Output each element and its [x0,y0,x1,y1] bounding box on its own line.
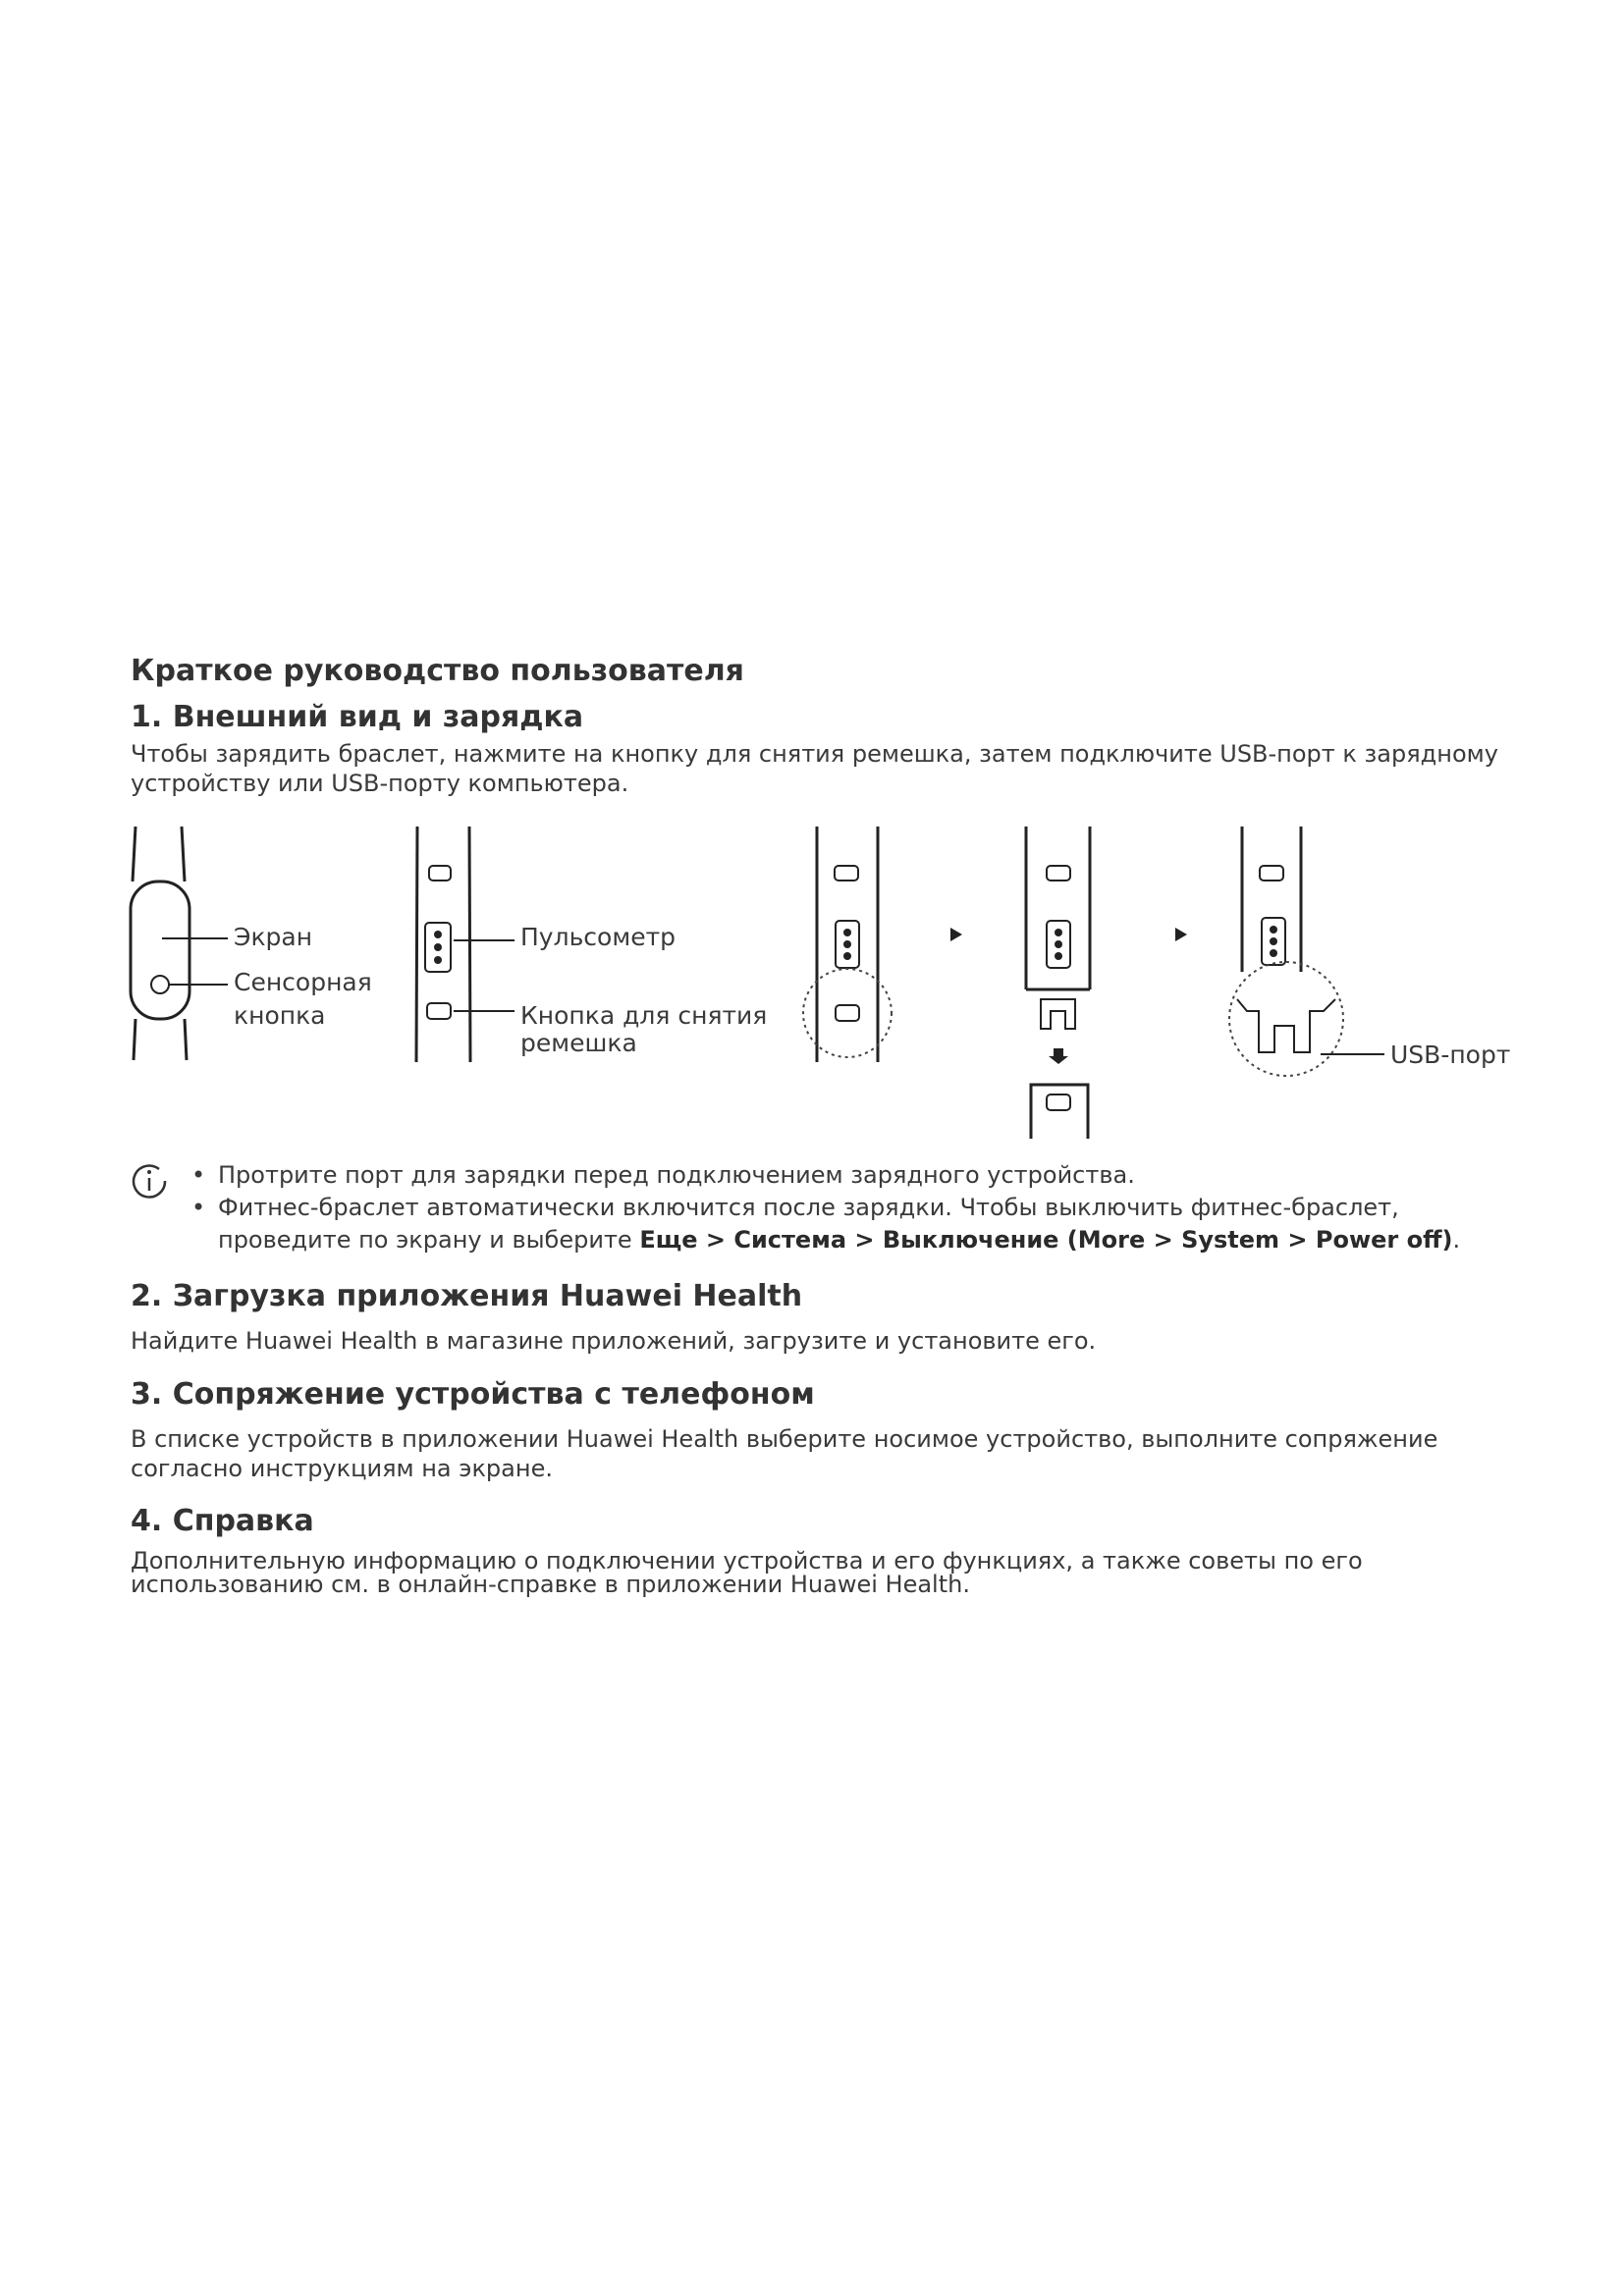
band-back-figure [416,827,514,1062]
section-3-text-line-2: согласно инструкциям на экране. [131,1455,553,1482]
strap-release-button-icon [427,1003,451,1019]
note-2-line-2 [218,1223,1460,1256]
label-screen: Экран [234,923,313,951]
section-1-heading: 1. Внешний вид и зарядка [131,700,584,734]
label-usb-port: USB-порт [1390,1041,1511,1069]
band-front-figure [131,827,228,1060]
label-strap-release-line-1: Кнопка для снятия [520,1001,768,1030]
usb-port-icon [1237,999,1335,1052]
touch-button-icon [151,976,169,993]
arrow-down-icon [1049,1048,1068,1064]
note-bullet-2: • [191,1194,206,1221]
band-step-1-figure [803,827,892,1062]
note-bullet-1: • [191,1161,206,1189]
note-2-line-2-prefix: проведите по экрану и выберите [218,1226,632,1254]
section-4-text [131,1549,1552,1596]
arrow-right-icon [1175,928,1187,941]
label-heart-rate: Пульсометр [520,923,677,951]
section-1-intro-line-1: Чтобы зарядить браслет, нажмите на кнопку для снятия ремешка, затем подключите USB-порт к зарядному [131,740,1498,768]
section-4-text-line-2: использованию см. в онлайн-справке в приложении Huawei Health. [131,1571,970,1598]
arrow-right-icon [950,928,962,941]
band-step-2-figure [1026,827,1090,1139]
note-1: Протрите порт для зарядки перед подключением зарядного устройства. [218,1161,1135,1189]
note-2-menu-path: Еще > Система > Выключение (More > System > Power off) [639,1226,1453,1254]
label-touch-button-line-2: кнопка [234,1001,326,1030]
note-2-line-2-suffix: . [1452,1226,1461,1254]
band-step-3-figure [1229,827,1384,1076]
document-title: Краткое руководство пользователя [131,654,744,688]
note-2-line-1: Фитнес-браслет автоматически включится после зарядки. Чтобы выключить фитнес-браслет, [218,1194,1399,1221]
label-touch-button-line-1: Сенсорная [234,968,372,996]
section-2-heading: 2. Загрузка приложения Huawei Health [131,1279,803,1313]
section-3-heading: 3. Сопряжение устройства с телефоном [131,1377,815,1412]
section-1-intro-line-2: устройству или USB-порту компьютера. [131,770,629,797]
label-strap-release-line-2: ремешка [520,1029,637,1057]
section-4-text-line-1: Дополнительную информацию о подключении устройства и его функциях, а также советы по его [131,1547,1363,1575]
section-3-text-line-1: В списке устройств в приложении Huawei Health выберите носимое устройство, выполните сопряжение [131,1425,1438,1453]
section-4-heading: 4. Справка [131,1504,314,1538]
section-3-text [131,1424,1505,1483]
info-icon [130,1161,169,1201]
section-2-text: Найдите Huawei Health в магазине приложений, загрузите и установите его. [131,1327,1097,1355]
